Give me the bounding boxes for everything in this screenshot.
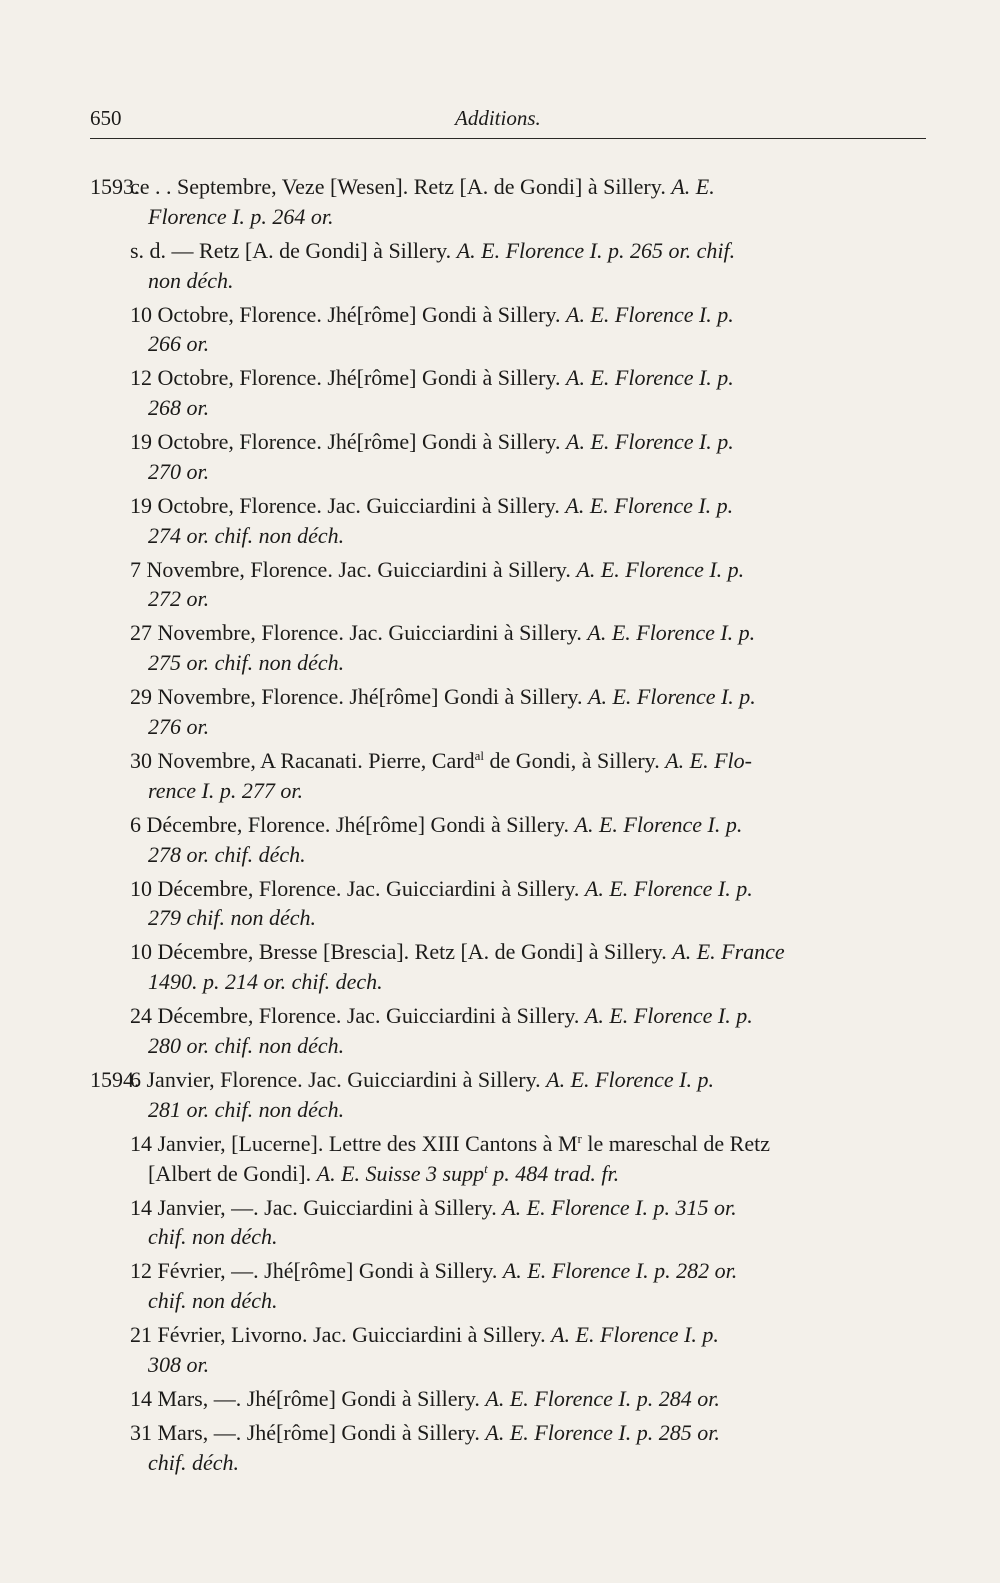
text-segment: 21 Février, Livorno. Jac. Guicciardini à Sillery. <box>130 1322 552 1348</box>
text-segment: A. E. Florence I. p. <box>574 811 743 837</box>
entry-line <box>90 427 930 457</box>
entry-continuation-line <box>90 266 930 296</box>
entry-continuation-line <box>90 393 930 423</box>
entry-continuation-line <box>90 840 930 870</box>
text-segment: A. E. <box>671 174 715 199</box>
entry-line <box>90 363 930 393</box>
text-segment: 10 Octobre, Florence. Jhé[rôme] Gondi à Sillery. <box>130 301 567 327</box>
text-segment: p. 484 trad. fr. <box>487 1160 620 1186</box>
text-segment: r <box>577 1130 582 1146</box>
text-segment: 12 Février, —. Jhé[rôme] Gondi à Sillery. <box>130 1258 503 1284</box>
entry <box>90 1001 930 1061</box>
text-segment: 14 Janvier, —. Jac. Guicciardini à Sillery. <box>130 1194 503 1220</box>
entry-continuation-line <box>90 967 930 997</box>
running-title: Additions. <box>455 106 541 130</box>
text-segment: 270 or. <box>148 458 210 484</box>
text-segment: de Gondi, à Sillery. <box>483 748 666 774</box>
entry-continuation-line <box>90 457 930 487</box>
entry-continuation-line <box>90 648 930 678</box>
text-segment: A. E. Florence I. p. <box>584 875 753 901</box>
entry <box>90 746 930 806</box>
text-segment: chif. non déch. <box>148 1288 278 1314</box>
text-segment: 24 Décembre, Florence. Jac. Guicciardini à Sillery. <box>130 1003 585 1029</box>
entry <box>90 810 930 870</box>
entry <box>90 363 930 423</box>
text-segment: 10 Décembre, Bresse [Brescia]. Retz [A. de Gondi] à Sillery. <box>130 939 673 965</box>
text-segment: [Albert de Gondi]. <box>148 1160 317 1186</box>
entry-continuation-line <box>90 329 930 359</box>
text-segment: A. E. Florence I. p. <box>566 301 734 327</box>
entry-line <box>90 937 930 967</box>
entry-line <box>90 491 930 521</box>
entry-line <box>90 1193 930 1223</box>
text-segment: 19 Octobre, Florence. Jac. Guicciardini à Sillery. <box>130 492 566 518</box>
entry-line <box>90 1418 930 1448</box>
page-header <box>90 104 926 139</box>
entry <box>90 300 930 360</box>
entry <box>90 618 930 678</box>
text-segment: non déch. <box>148 267 234 293</box>
entry-continuation-line <box>90 903 930 933</box>
entry-line <box>90 874 930 904</box>
entry-continuation-line <box>90 1286 930 1316</box>
text-segment: 19 Octobre, Florence. Jhé[rôme] Gondi à Sillery. <box>130 429 567 455</box>
text-segment: 280 or. chif. non déch. <box>148 1032 345 1058</box>
text-segment: s. d. — Retz [A. de Gondi] à Sillery. <box>130 237 457 263</box>
entry-line <box>90 1320 930 1350</box>
text-segment: A. E. Florence I. p. <box>551 1322 719 1348</box>
entry <box>90 937 930 997</box>
entry <box>90 555 930 615</box>
entry-line <box>90 1001 930 1031</box>
text-segment: A. E. Florence I. p. <box>588 684 756 710</box>
entry-continuation-line <box>90 202 930 232</box>
text-segment: 30 Novembre, A Racanati. Pierre, Card <box>130 748 475 774</box>
text-segment: 6 Janvier, Florence. Jac. Guicciardini à Sillery. <box>130 1066 547 1092</box>
entry <box>90 236 930 296</box>
text-segment: 275 or. chif. non déch. <box>148 650 345 676</box>
text-segment: A. E. Florence I. p. 282 or. <box>502 1258 738 1284</box>
text-segment: A. E. Florence I. p. <box>566 429 734 455</box>
text-segment: rence I. p. 277 or. <box>148 777 303 803</box>
entry-continuation-line <box>90 776 930 806</box>
entry-continuation-line <box>90 712 930 742</box>
entry <box>90 1256 930 1316</box>
entry-line <box>90 1256 930 1286</box>
entry-continuation-line <box>90 584 930 614</box>
entry-continuation-line <box>90 1031 930 1061</box>
text-segment: 1490. p. 214 or. chif. dech. <box>148 969 383 995</box>
entry <box>90 172 930 232</box>
text-segment: al <box>474 748 484 764</box>
entry <box>90 874 930 934</box>
entry-line <box>90 810 930 840</box>
text-segment: 268 or. <box>148 395 210 421</box>
text-segment: 276 or. <box>148 714 210 740</box>
entry <box>90 427 930 487</box>
text-segment: 274 or. chif. non déch. <box>148 522 345 548</box>
text-segment: A. E. Florence I. p. <box>587 620 756 646</box>
entry-continuation-line <box>90 1222 930 1252</box>
text-segment: 278 or. chif. déch. <box>148 841 306 867</box>
entry-list <box>90 172 930 1482</box>
text-segment: A. E. Florence I. p. <box>546 1066 714 1092</box>
text-segment: 266 or. <box>148 331 210 357</box>
entry <box>90 1065 930 1125</box>
entry-line <box>90 172 930 202</box>
text-segment: 12 Octobre, Florence. Jhé[rôme] Gondi à Sillery. <box>130 365 567 391</box>
text-segment: A. E. Florence I. p. <box>576 556 745 582</box>
text-segment: 29 Novembre, Florence. Jhé[rôme] Gondi à Sillery. <box>130 684 589 710</box>
text-segment: Florence I. p. 264 or. <box>148 203 334 229</box>
text-segment: A. E. Florence I. p. <box>566 365 734 391</box>
text-segment: 308 or. <box>148 1351 210 1377</box>
entry-continuation-line <box>90 1095 930 1125</box>
text-segment: A. E. Suisse 3 supp <box>316 1160 485 1186</box>
text-segment: chif. déch. <box>148 1449 240 1475</box>
entry-continuation-line <box>90 1350 930 1380</box>
entry <box>90 1193 930 1253</box>
entry <box>90 1320 930 1380</box>
text-segment: 14 Janvier, [Lucerne]. Lettre des XIII Cantons à M <box>130 1130 578 1156</box>
text-segment: 10 Décembre, Florence. Jac. Guicciardini à Sillery. <box>130 875 585 901</box>
text-segment: 31 Mars, —. Jhé[rôme] Gondi à Sillery. <box>130 1419 486 1445</box>
text-segment: 281 or. chif. non déch. <box>148 1096 345 1122</box>
entry <box>90 491 930 551</box>
entry <box>90 682 930 742</box>
entry <box>90 1384 930 1414</box>
text-segment: 272 or. <box>148 586 210 612</box>
text-segment: A. E. Flo- <box>665 748 752 774</box>
entry-line <box>90 300 930 330</box>
text-segment: le mareschal de Retz <box>581 1130 770 1156</box>
entry-line <box>90 746 930 776</box>
entry <box>90 1129 930 1189</box>
entry-line <box>90 236 930 266</box>
text-segment: ce . . Septembre, Veze [Wesen]. Retz [A. de Gondi] à Sillery. <box>130 174 672 199</box>
text-segment: 6 Décembre, Florence. Jhé[rôme] Gondi à Sillery. <box>130 811 575 837</box>
text-segment: chif. non déch. <box>148 1224 278 1250</box>
entry <box>90 1418 930 1478</box>
entry-year: 1594. <box>90 1066 140 1092</box>
text-segment: 7 Novembre, Florence. Jac. Guicciardini à Sillery. <box>130 556 577 582</box>
page-number: 650 <box>90 106 122 130</box>
entry-continuation-line <box>90 1448 930 1478</box>
entry-line <box>90 1129 930 1159</box>
entry-continuation-line <box>90 1159 930 1189</box>
text-segment: 27 Novembre, Florence. Jac. Guicciardini à Sillery. <box>130 620 588 646</box>
entry-line <box>90 1065 930 1095</box>
entry-line <box>90 1384 930 1414</box>
text-segment: t <box>484 1160 488 1176</box>
text-segment: 14 Mars, —. Jhé[rôme] Gondi à Sillery. <box>130 1385 486 1411</box>
text-segment: A. E. Florence I. p. <box>565 492 734 518</box>
entry-line <box>90 618 930 648</box>
text-segment: A. E. Florence I. p. 284 or. <box>485 1385 720 1411</box>
entry-continuation-line <box>90 521 930 551</box>
text-segment: A. E. Florence I. p. 315 or. <box>502 1194 737 1220</box>
entry-line <box>90 682 930 712</box>
text-segment: A. E. Florence I. p. <box>584 1003 753 1029</box>
text-segment: A. E. France <box>672 939 785 965</box>
text-segment: 279 chif. non déch. <box>148 905 317 931</box>
entry-year: 1593. <box>90 174 140 199</box>
entry-line <box>90 555 930 585</box>
text-segment: A. E. Florence I. p. 265 or. chif. <box>456 237 736 263</box>
text-segment: A. E. Florence I. p. 285 or. <box>485 1419 720 1445</box>
